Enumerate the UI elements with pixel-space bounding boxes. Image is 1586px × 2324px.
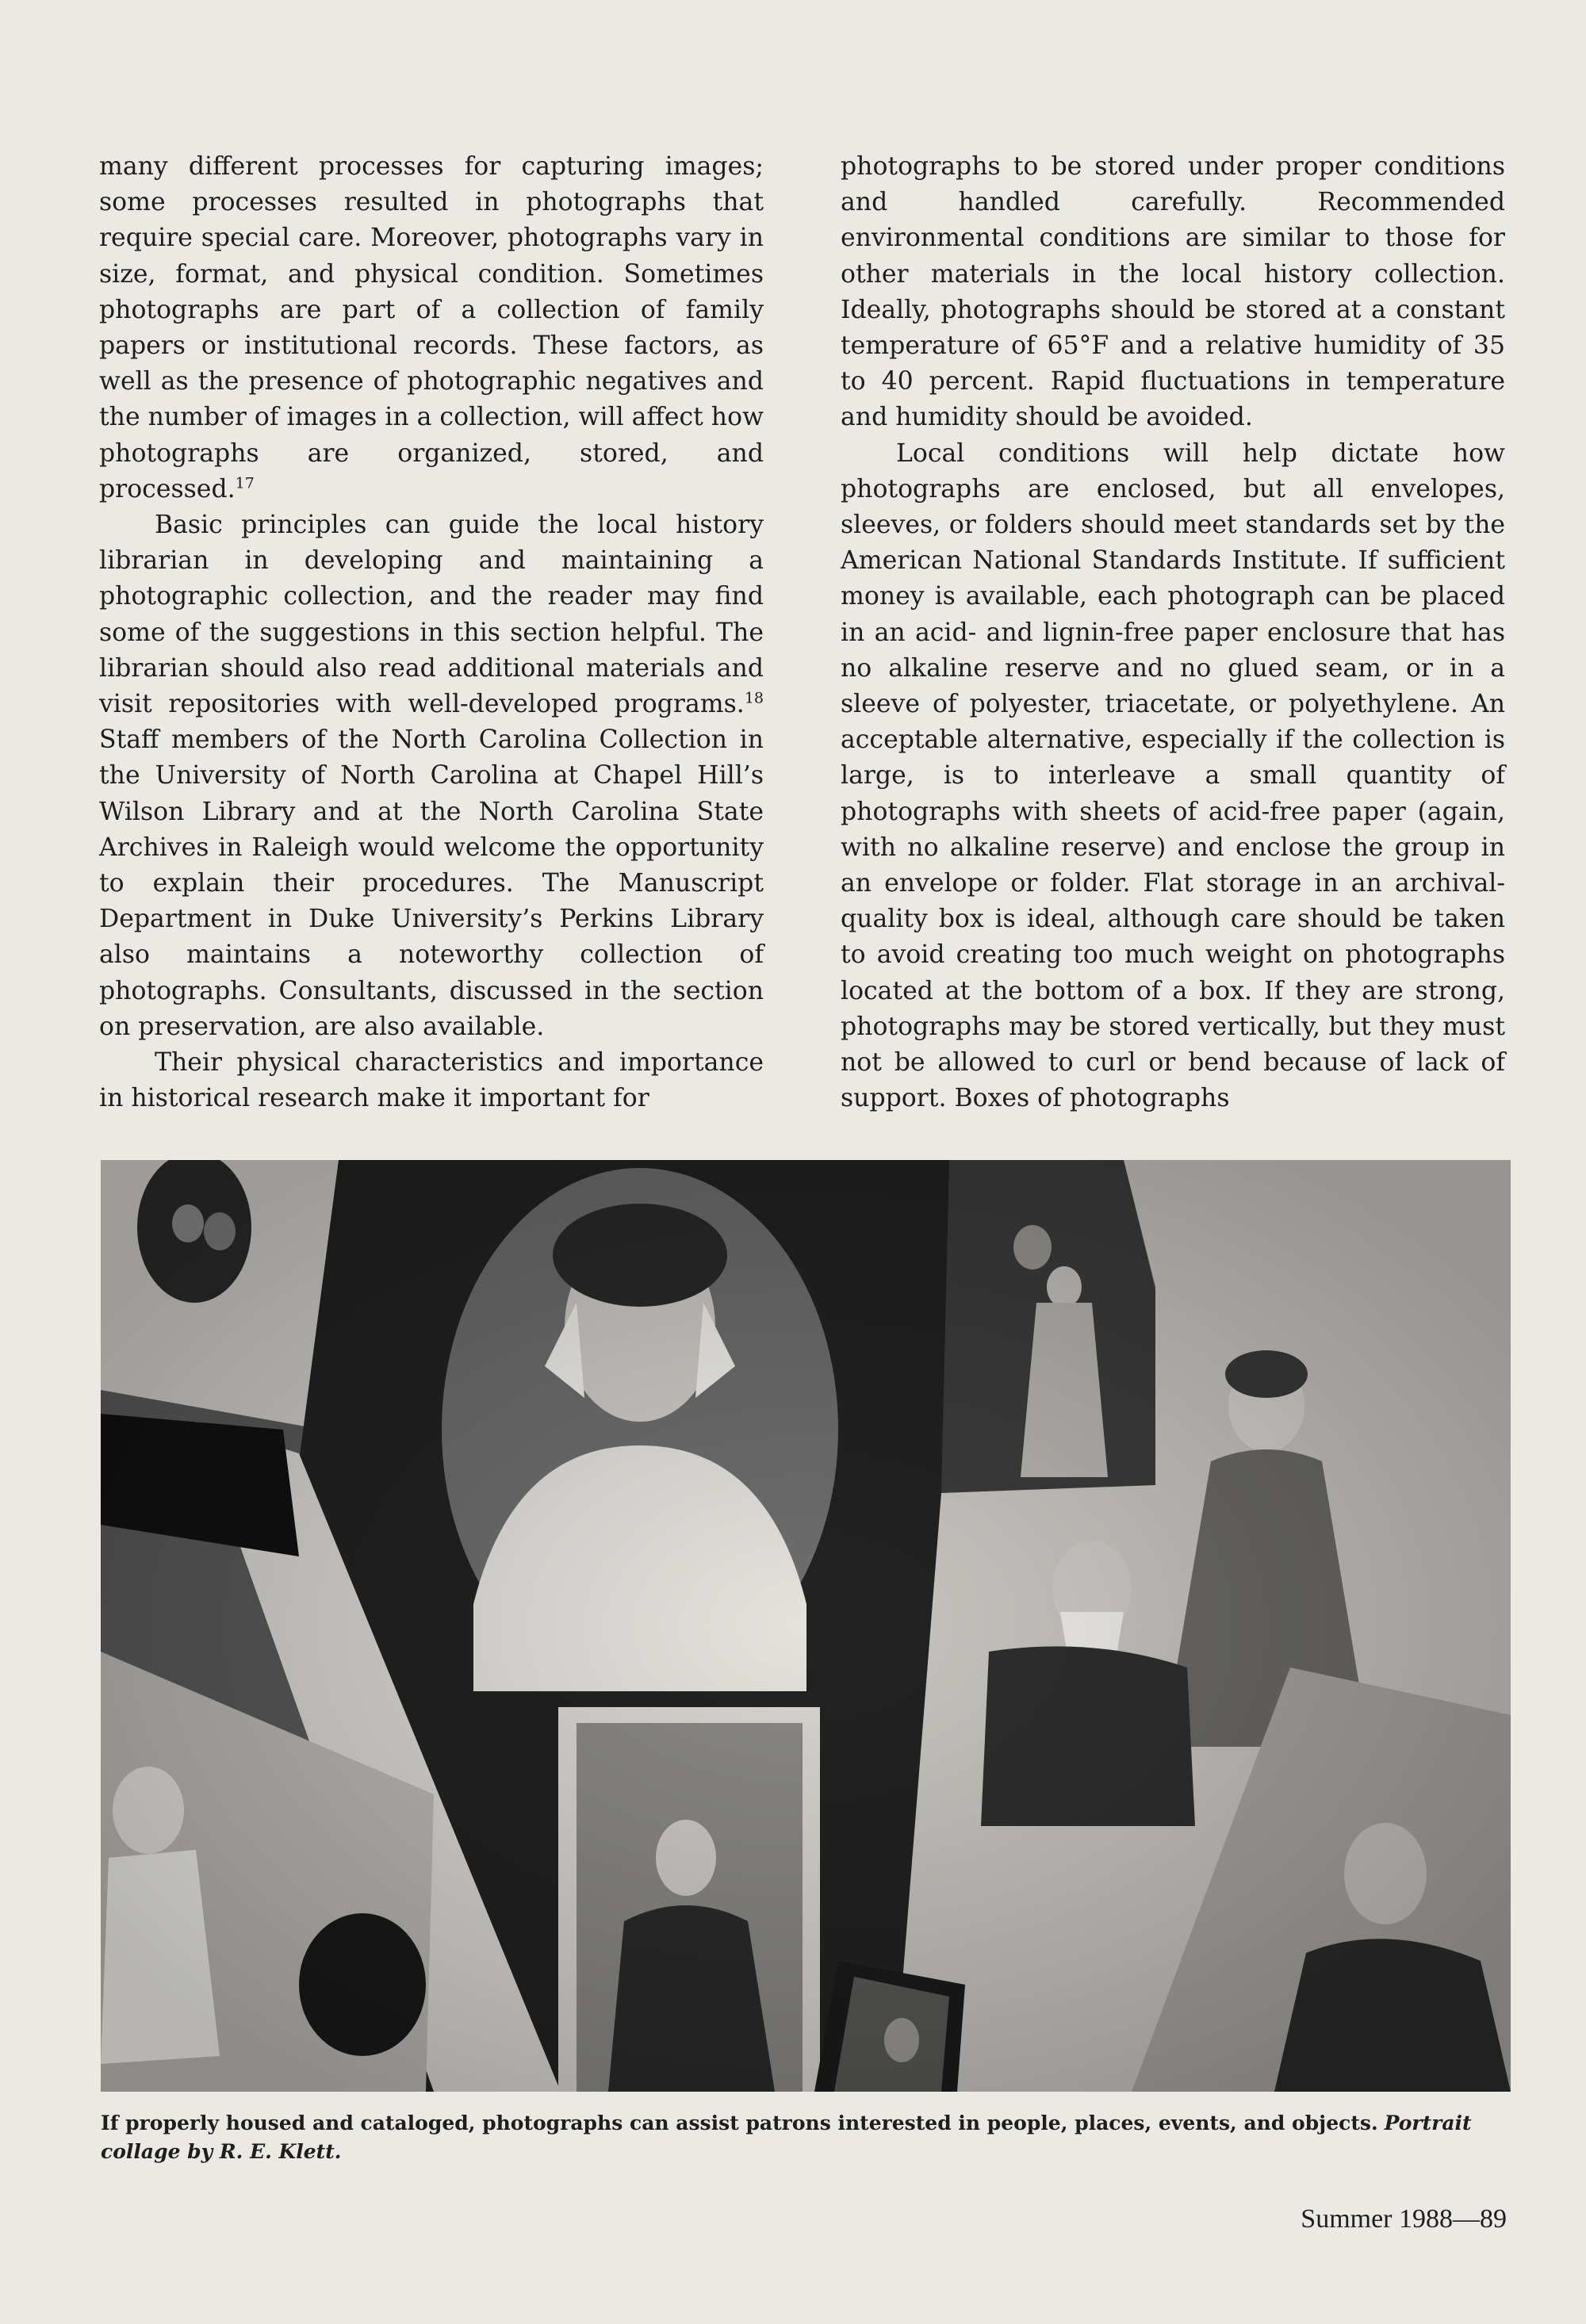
portrait-collage-photo bbox=[101, 1160, 1511, 2092]
figure-caption bbox=[101, 2109, 1511, 2166]
footnote-ref-17: 17 bbox=[235, 474, 255, 492]
right-text-column bbox=[841, 149, 1505, 1116]
left-text-column bbox=[99, 149, 764, 1116]
right-paragraph-2: Local conditions will help dictate how photographs are enclosed, but all envelopes, sleeves, or folders should meet standards set by the American National Standards Institute. If sufficient money is available, each photograph can be placed in an acid- and lignin-free paper enclosure that has no alkaline reserve and no glued seam, or in a sleeve of polyester, triacetate, or polyethylene. An acceptable alternative, especially if the collection is large, is to interleave a small quantity of photographs with sheets of acid-free paper (again, with no alkaline reserve) and enclose the group in an envelope or folder. Flat storage in an archival-quality box is ideal, although care should be taken to avoid creating too much weight on photographs located at the bottom of a box. If they are strong, photographs may be stored vertically, but they must not be allowed to curl or bend because of lack of support. Boxes of photographs bbox=[841, 438, 1505, 1113]
left-paragraph-2: Basic principles can guide the local history librarian in developing and maintaining a photographic collection, and the reader may find some of the suggestions in this section helpful. The librarian should also read additional materials and visit repositories with well-developed programs.$^{18}$ Staff members of the North Carolina Collection in the University of North Carolina at Chapel Hill’s Wilson Library and at the North Carolina State Archives in Raleigh would welcome the opportunity to explain their procedures. The Manuscript Department in Duke University’s Perkins Library also maintains a noteworthy collection of photographs. Consultants, discussed in the section on preservation, are also available. bbox=[99, 511, 764, 1041]
caption-credit: Portrait collage by R. E. Klett. bbox=[101, 2112, 1472, 2163]
page-folio: Summer 1988—89 bbox=[1301, 2204, 1507, 2234]
right-paragraph-1: photographs to be stored under proper conditions and handled carefully. Recommended environmental conditions are similar to those for other materials in the local history collection. Ideally, photographs should be stored at a constant temperature of 65°F and a relative humidity of 35 to 40 percent. Rapid fluctuations in temperature and humidity should be avoided. bbox=[841, 152, 1505, 432]
left-paragraph-1: many different processes for capturing images; some processes resulted in photographs that require special care. Moreover, photographs vary in size, format, and physical condition. Sometimes photographs are part of a collection of family papers or institutional records. These factors, as well as the presence of photographic negatives and the number of images in a collection, will affect how photographs are organized, stored, and processed.$^{17}$ bbox=[99, 152, 764, 503]
caption-text: If properly housed and cataloged, photographs can assist patrons interested in people, places, events, and objects. bbox=[101, 2112, 1378, 2134]
left-paragraph-3: Their physical characteristics and importance in historical research make it important for bbox=[99, 1048, 764, 1113]
footnote-ref-18: 18 bbox=[744, 689, 764, 707]
